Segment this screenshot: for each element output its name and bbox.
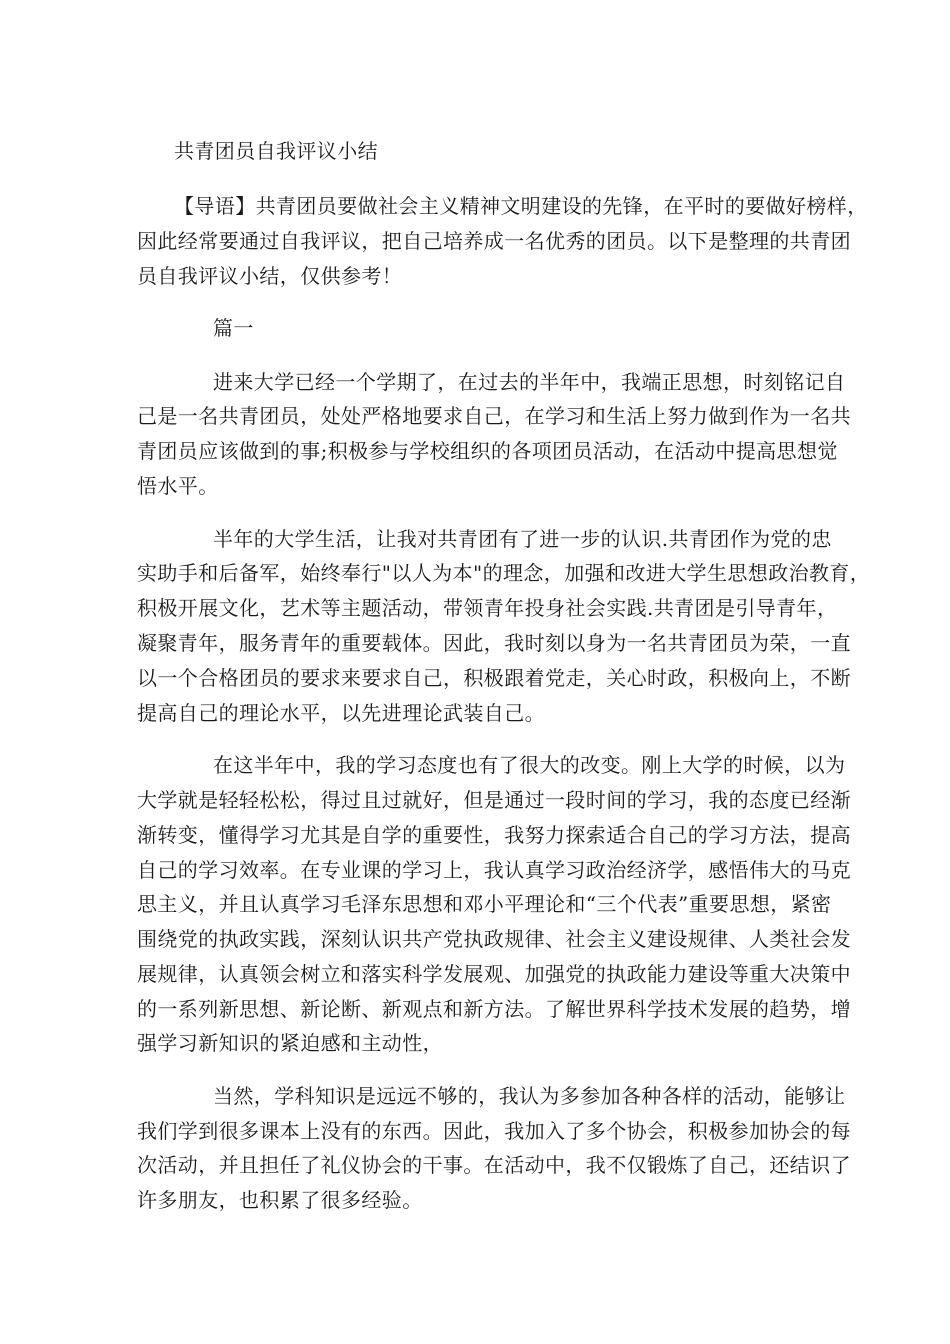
- paragraph-line: 青团员应该做到的事;积极参与学校组织的各项团员活动，在活动中提高思想觉: [137, 439, 838, 463]
- paragraph-line: 自己的学习效率。在专业课的学习上，我认真学习政治经济学，感悟伟大的马克: [137, 858, 851, 882]
- paragraph-line: 半年的大学生活，让我对共青团有了进一步的认识.共青团作为党的忠: [213, 527, 832, 551]
- intro-line: 因此经常要通过自我评议，把自己培养成一名优秀的团员。以下是整理的共青团: [137, 229, 851, 253]
- paragraph-line: 在这半年中，我的学习态度也有了很大的改变。刚上大学的时候，以为: [213, 753, 846, 777]
- paragraph-line: 凝聚青年，服务青年的重要载体。因此，我时刻以身为一名共青团员为荣，一直: [137, 631, 851, 655]
- section-heading: 篇一: [213, 316, 254, 340]
- paragraph-line: 渐转变，懂得学习尤其是自学的重要性，我努力探索适合自己的学习方法，提高: [137, 823, 851, 847]
- paragraph-line: 许多朋友，也积累了很多经验。: [137, 1188, 423, 1212]
- paragraph-line: 的一系列新思想、新论断、新观点和新方法。了解世界科学技术发展的趋势，增: [137, 997, 851, 1021]
- paragraph-line: 当然，学科知识是远远不够的，我认为多参加各种各样的活动，能够让: [213, 1084, 846, 1108]
- intro-line: 【导语】共青团员要做社会主义精神文明建设的先锋，在平时的要做好榜样，: [174, 194, 868, 218]
- paragraph-line: 以一个合格团员的要求来要求自己，积极跟着党走，关心时政，积极向上，不断: [137, 666, 851, 690]
- paragraph-line: 实助手和后备军，始终奉行"以人为本"的理念，加强和改进大学生思想政治教育，: [137, 561, 871, 585]
- paragraph-line: 展规律，认真领会树立和落实科学发展观、加强党的执政能力建设等重大决策中: [137, 962, 851, 986]
- paragraph-line: 思主义，并且认真学习毛泽东思想和邓小平理论和“三个代表”重要思想，紧密: [137, 892, 832, 916]
- paragraph-line: 大学就是轻轻松松，得过且过就好，但是通过一段时间的学习，我的态度已经渐: [137, 788, 851, 812]
- paragraph-line: 强学习新知识的紧迫感和主动性，: [137, 1031, 443, 1055]
- paragraph-line: 己是一名共青团员，处处严格地要求自己，在学习和生活上努力做到作为一名共: [137, 404, 851, 428]
- paragraph-line: 我们学到很多课本上没有的东西。因此，我加入了多个协会，积极参加协会的每: [137, 1119, 851, 1143]
- paragraph-line: 积极开展文化，艺术等主题活动，带领青年投身社会实践.共青团是引导青年，: [137, 596, 838, 620]
- paragraph-line: 围绕党的执政实践，深刻认识共产党执政规律、社会主义建设规律、人类社会发: [137, 927, 851, 951]
- intro-line: 员自我评议小结，仅供参考！: [137, 264, 403, 288]
- paragraph-line: 悟水平。: [137, 474, 219, 498]
- document-title: 共青团员自我评议小结: [174, 139, 378, 163]
- paragraph-line: 进来大学已经一个学期了，在过去的半年中，我端正思想，时刻铭记自: [213, 370, 846, 394]
- paragraph-line: 提高自己的理论水平，以先进理论武装自己。: [137, 701, 545, 725]
- paragraph-line: 次活动，并且担任了礼仪协会的干事。在活动中，我不仅锻炼了自己，还结识了: [137, 1153, 851, 1177]
